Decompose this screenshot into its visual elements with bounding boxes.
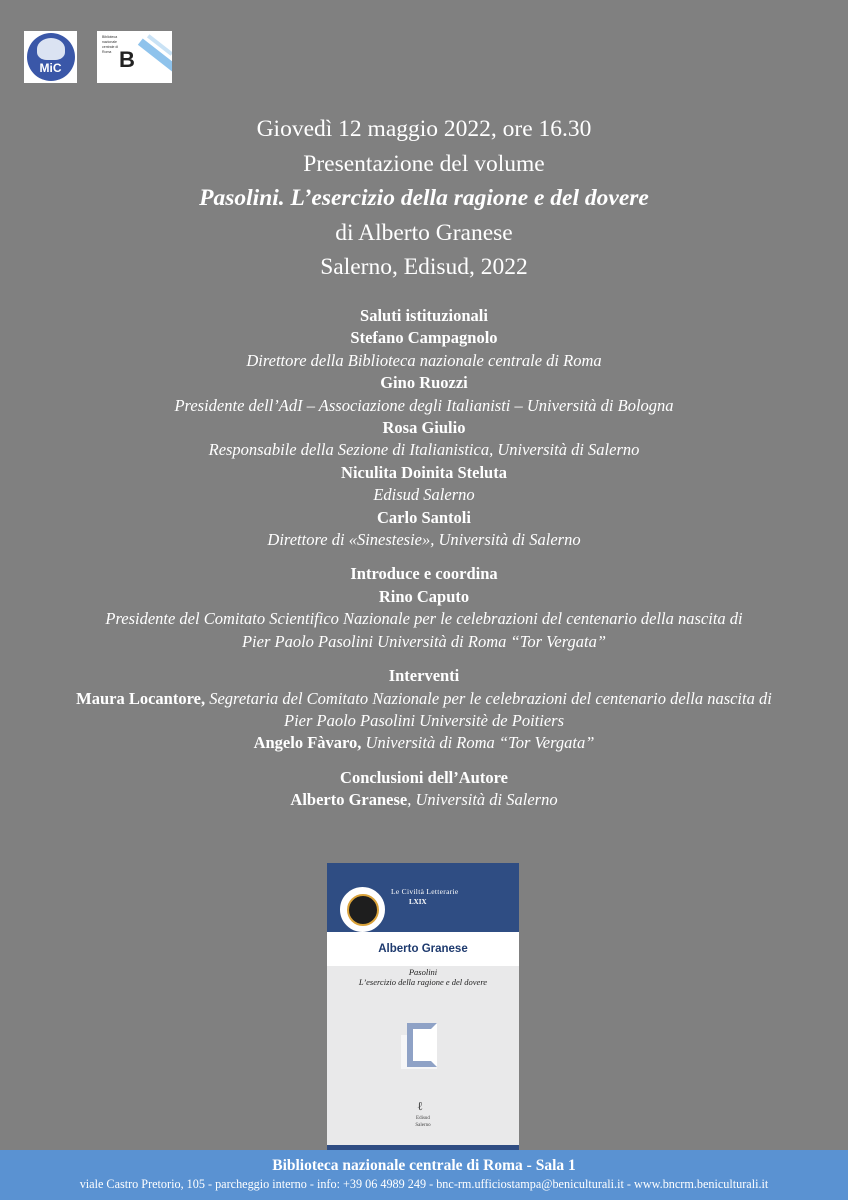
- speaker-role: Responsabile della Sezione di Italianistica, Università di Salerno: [208, 440, 640, 460]
- speaker-name: Stefano Campagnolo: [350, 328, 498, 348]
- speaker-name: Rosa Giulio: [382, 418, 466, 438]
- section-gap: [0, 755, 848, 767]
- intervento-2-name: Angelo Fàvaro,: [253, 733, 362, 753]
- footer-bar: [0, 1150, 848, 1200]
- cover-series-number: LXIX: [409, 898, 427, 906]
- speaker-role: Edisud Salerno: [373, 485, 475, 505]
- mic-logo: [24, 31, 77, 83]
- section-gap: [0, 653, 848, 665]
- section-gap: [0, 551, 848, 563]
- cover-graphic-square-front: [415, 1031, 437, 1061]
- pasolini-seal-icon: [338, 885, 387, 934]
- event-date: Giovedì 12 maggio 2022, ore 16.30: [256, 116, 592, 142]
- speaker-name: Niculita Doinita Steluta: [341, 462, 507, 482]
- speaker-role: Direttore della Biblioteca nazionale centrale di Roma: [246, 350, 602, 370]
- mic-logo-figure-icon: [37, 38, 65, 60]
- intervento-1-role-line2: Pier Paolo Pasolini Universitè de Poitiers: [283, 710, 564, 730]
- moderator-name: Rino Caputo: [378, 586, 470, 606]
- book-publisher: Salerno, Edisud, 2022: [320, 254, 528, 280]
- cover-publisher-line2: Salerno: [415, 1123, 431, 1128]
- intervento-1-name: Maura Locantore,: [76, 688, 206, 708]
- introduce-heading: Introduce e coordina: [350, 564, 498, 584]
- conclusioni-name: Alberto Granese: [290, 790, 408, 810]
- mic-logo-emblem: [27, 33, 75, 81]
- interventi-heading: Interventi: [388, 666, 460, 686]
- event-header: [0, 112, 848, 285]
- footer-contacts: viale Castro Pretorio, 105 - parcheggio interno - info: +39 06 4989 249 - bnc-rm.ufficiostampa@beniculturali.it - www.bncrm.beniculturali.it: [79, 1177, 769, 1191]
- saluti-heading: Saluti istituzionali: [360, 306, 488, 325]
- mic-logo-text: MiC: [39, 61, 62, 75]
- speaker-role: Presidente dell’AdI – Associazione degli Italianisti – Università di Bologna: [174, 395, 674, 415]
- footer-venue: Biblioteca nazionale centrale di Roma - Sala 1: [272, 1157, 576, 1174]
- program: [0, 305, 848, 812]
- bnc-logo-b-icon: B: [119, 47, 135, 72]
- cover-title-line1: Pasolini: [408, 967, 438, 977]
- speaker-name: Gino Ruozzi: [380, 373, 468, 393]
- speaker-role: Direttore di «Sinestesie», Università di Salerno: [267, 530, 581, 550]
- speaker-name: Carlo Santoli: [377, 507, 471, 527]
- cover-title: [327, 967, 519, 987]
- conclusioni-heading: Conclusioni dell’Autore: [340, 767, 508, 787]
- intervento-1-role: Segretaria del Comitato Nazionale per le celebrazioni del centenario della nascita di: [205, 688, 772, 708]
- intervento-2: [0, 732, 848, 754]
- intervento-2-role: Università di Roma “Tor Vergata”: [361, 733, 595, 753]
- publisher-mark-icon: ℓ: [417, 1099, 423, 1113]
- bnc-logo: [97, 31, 172, 83]
- conclusioni-role: , Università di Salerno: [407, 790, 558, 810]
- bnc-logo-text: Biblioteca nazionale centrale di Roma: [102, 35, 119, 54]
- presentation-label: Presentazione del volume: [303, 150, 545, 177]
- cover-series: Le Civiltà Letterarie: [391, 887, 459, 896]
- conclusioni-speaker: [0, 789, 848, 811]
- intervento-1: [0, 688, 848, 710]
- cover-publisher-line1: Edisud: [416, 1116, 430, 1121]
- pasolini-portrait-icon: [347, 894, 379, 926]
- book-cover: [327, 863, 519, 1150]
- moderator-role-line1: Presidente del Comitato Scientifico Nazionale per le celebrazioni del centenario della nascita di: [105, 609, 743, 629]
- book-title: Pasolini. L’esercizio della ragione e del dovere: [199, 185, 649, 211]
- book-author: di Alberto Granese: [335, 219, 513, 246]
- moderator-role-line2: Pier Paolo Pasolini Università di Roma “Tor Vergata”: [241, 631, 607, 651]
- cover-author: Alberto Granese: [378, 943, 468, 955]
- cover-publisher: [327, 1115, 519, 1129]
- cover-title-line2: L’esercizio della ragione e del dovere: [358, 977, 488, 987]
